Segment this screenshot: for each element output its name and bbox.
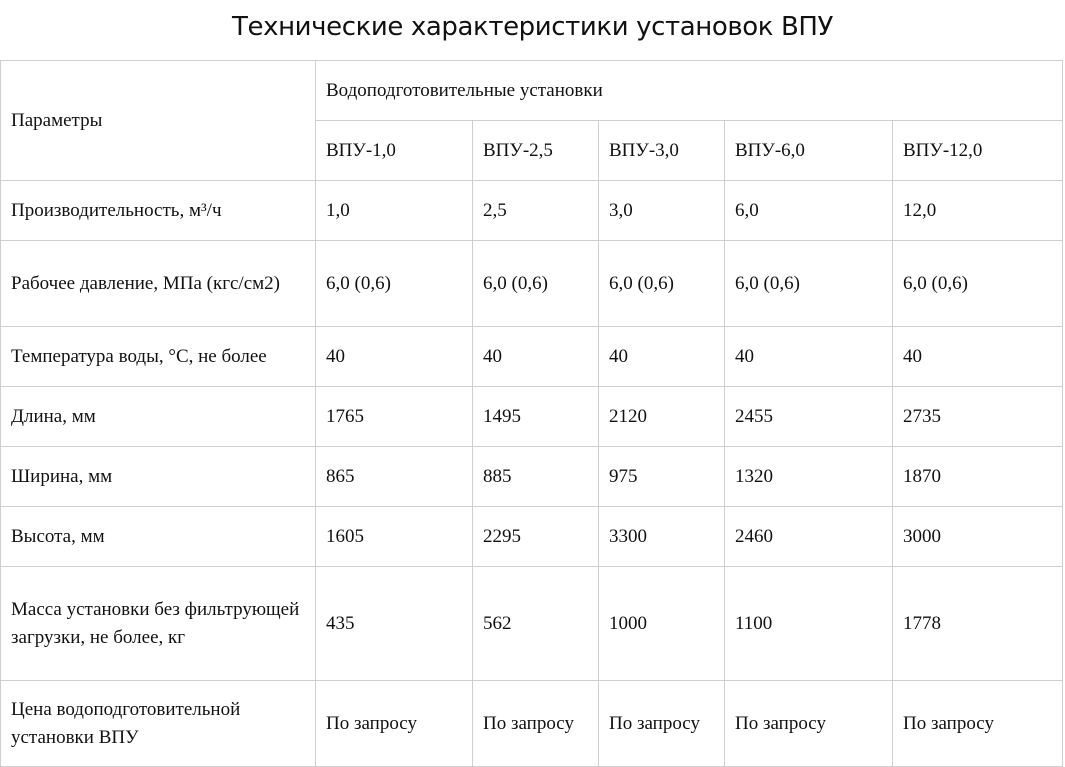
table-row bbox=[1, 567, 1063, 681]
table-cell: 2120 bbox=[599, 387, 725, 447]
table-row bbox=[1, 181, 1063, 241]
page-title: Технические характеристики установок ВПУ bbox=[232, 12, 833, 42]
table-cell: 1000 bbox=[599, 567, 725, 681]
table-cell: 40 bbox=[473, 327, 599, 387]
table-cell: 12,0 bbox=[893, 181, 1063, 241]
table-cell: По запросу bbox=[893, 681, 1063, 767]
table-cell: 2460 bbox=[725, 507, 893, 567]
table-cell: 2735 bbox=[893, 387, 1063, 447]
table-cell: 2,5 bbox=[473, 181, 599, 241]
row-label: Рабочее давление, МПа (кгс/см2) bbox=[1, 241, 316, 327]
row-label: Длина, мм bbox=[1, 387, 316, 447]
table-cell: 3300 bbox=[599, 507, 725, 567]
table-cell: 435 bbox=[316, 567, 473, 681]
row-label: Производительность, м³/ч bbox=[1, 181, 316, 241]
row-label: Температура воды, °С, не более bbox=[1, 327, 316, 387]
model-header-cell: ВПУ-2,5 bbox=[473, 121, 599, 181]
table-row bbox=[1, 387, 1063, 447]
table-cell: 1870 bbox=[893, 447, 1063, 507]
table-row bbox=[1, 681, 1063, 767]
table-cell: 1,0 bbox=[316, 181, 473, 241]
table-cell: 1778 bbox=[893, 567, 1063, 681]
table-cell: 40 bbox=[725, 327, 893, 387]
param-header-cell: Параметры bbox=[1, 61, 316, 181]
header-row-group bbox=[1, 61, 1063, 121]
row-label: Высота, мм bbox=[1, 507, 316, 567]
table-cell: 2295 bbox=[473, 507, 599, 567]
model-header-cell: ВПУ-12,0 bbox=[893, 121, 1063, 181]
table-cell: 6,0 (0,6) bbox=[599, 241, 725, 327]
table-cell: 1100 bbox=[725, 567, 893, 681]
table-cell: 6,0 (0,6) bbox=[893, 241, 1063, 327]
model-header-cell: ВПУ-1,0 bbox=[316, 121, 473, 181]
table-cell: 40 bbox=[893, 327, 1063, 387]
table-cell: 6,0 (0,6) bbox=[316, 241, 473, 327]
table-cell: 562 bbox=[473, 567, 599, 681]
table-cell: 40 bbox=[599, 327, 725, 387]
model-header-cell: ВПУ-3,0 bbox=[599, 121, 725, 181]
specs-table bbox=[0, 60, 1063, 767]
table-row bbox=[1, 507, 1063, 567]
table-cell: 1605 bbox=[316, 507, 473, 567]
table-cell: По запросу bbox=[473, 681, 599, 767]
table-row bbox=[1, 447, 1063, 507]
group-header-cell: Водоподготовительные установки bbox=[316, 61, 1063, 121]
table-cell: 3000 bbox=[893, 507, 1063, 567]
table-cell: 885 bbox=[473, 447, 599, 507]
table-cell: 6,0 (0,6) bbox=[473, 241, 599, 327]
table-cell: По запросу bbox=[599, 681, 725, 767]
table-cell: 40 bbox=[316, 327, 473, 387]
table-cell: 1320 bbox=[725, 447, 893, 507]
row-label: Масса установки без фильтрующей загрузки, не более, кг bbox=[1, 567, 316, 681]
table-row bbox=[1, 327, 1063, 387]
model-header-cell: ВПУ-6,0 bbox=[725, 121, 893, 181]
row-label: Цена водоподготовительной установки ВПУ bbox=[1, 681, 316, 767]
table-cell: По запросу bbox=[316, 681, 473, 767]
table-row bbox=[1, 241, 1063, 327]
table-cell: 1765 bbox=[316, 387, 473, 447]
table-cell: 865 bbox=[316, 447, 473, 507]
table-cell: 975 bbox=[599, 447, 725, 507]
table-cell: 2455 bbox=[725, 387, 893, 447]
row-label: Ширина, мм bbox=[1, 447, 316, 507]
table-cell: 6,0 bbox=[725, 181, 893, 241]
table-cell: 6,0 (0,6) bbox=[725, 241, 893, 327]
table-cell: 3,0 bbox=[599, 181, 725, 241]
table-cell: 1495 bbox=[473, 387, 599, 447]
table-cell: По запросу bbox=[725, 681, 893, 767]
